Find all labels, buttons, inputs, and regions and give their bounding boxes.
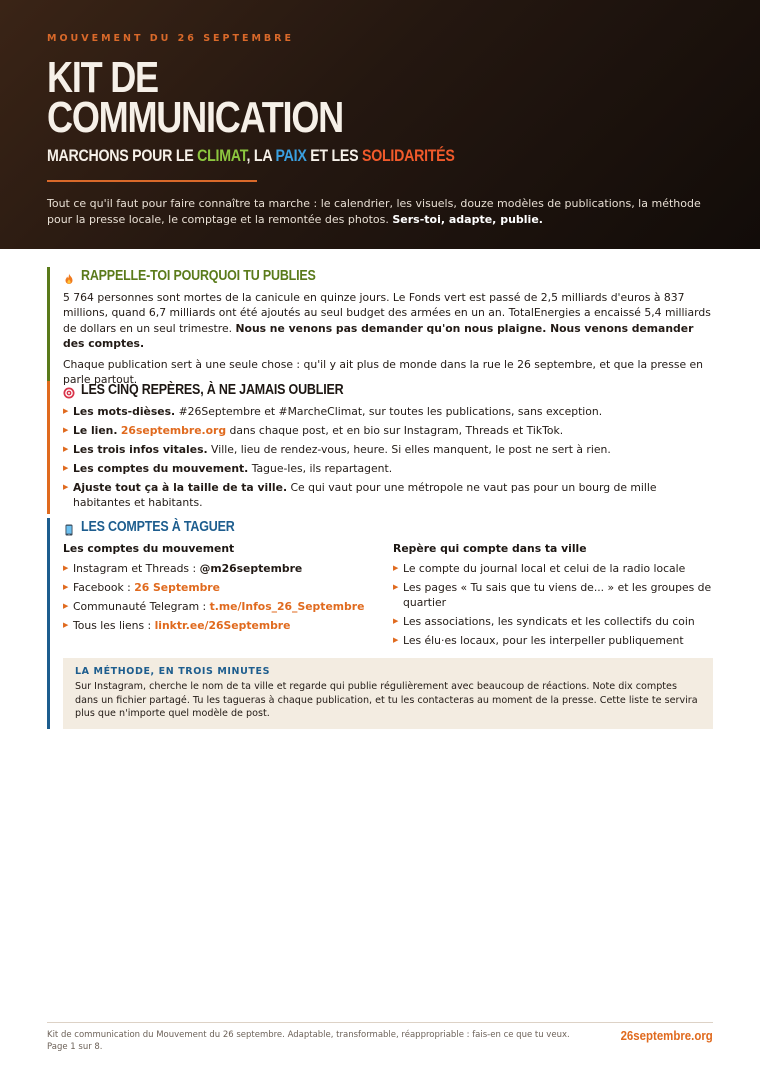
- item-text: dans chaque post, et en bio sur Instagram, Threads et TikTok.: [226, 423, 564, 437]
- tagline-part: ET LES: [306, 147, 363, 165]
- tagline-solidarites: SOLIDARITÉS: [362, 147, 455, 165]
- section-header: [63, 381, 713, 399]
- tagline-paix: PAIX: [275, 147, 307, 165]
- list-item: ▶ Les pages « Tu sais que tu viens de... » et les groupes de quartier: [393, 580, 713, 611]
- facebook-link[interactable]: 26 Septembre: [134, 580, 220, 594]
- method-callout: [63, 658, 713, 729]
- hero-description: [47, 196, 715, 228]
- item-label: Communauté Telegram :: [73, 599, 210, 613]
- list-item: [63, 580, 393, 595]
- section-why: [47, 267, 713, 392]
- section-header: [63, 267, 713, 285]
- list-item: ▶ Les associations, les syndicats et les collectifs du coin: [393, 614, 713, 629]
- site-link[interactable]: 26septembre.org: [120, 423, 227, 437]
- telegram-link[interactable]: t.me/Infos_26_Septembre: [209, 599, 365, 613]
- item-label: Tous les liens :: [73, 618, 155, 632]
- item-label: Instagram et Threads :: [73, 562, 200, 575]
- section-bar: [47, 518, 50, 729]
- section-title: LES CINQ REPÈRES, À NE JAMAIS OUBLIER: [81, 382, 344, 398]
- tagline-part: MARCHONS POUR LE: [47, 147, 198, 165]
- eyebrow: MOUVEMENT DU 26 SEPTEMBRE: [47, 33, 294, 44]
- section-bar: [47, 267, 50, 392]
- section-title: LES COMPTES À TAGUER: [81, 519, 235, 535]
- item-strong: Le lien.: [73, 423, 118, 437]
- item-text: Ville, lieu de rendez-vous, heure. Si elles manquent, le post ne sert à rien.: [207, 442, 611, 456]
- column-heading: Repère qui compte dans ta ville: [393, 542, 587, 555]
- column-heading: Les comptes du mouvement: [63, 542, 235, 555]
- local-accounts-column: [393, 541, 713, 652]
- tagline: [47, 147, 620, 166]
- section-title: RAPPELLE-TOI POURQUOI TU PUBLIES: [81, 268, 316, 284]
- item-strong: Les comptes du mouvement.: [73, 461, 249, 475]
- list-item: [63, 618, 393, 633]
- callout-text: Sur Instagram, cherche le nom de ta ville et regarde qui publie régulièrement avec beaucoup de réactions. Note dix comptes dans un fichier partagé. Tu les tagueras à chaque publication, et tu les contacteras au moment de la presse. Cette liste te servira plus que n'importe quel modèle de post.: [75, 681, 698, 720]
- hero-divider: [47, 180, 257, 182]
- section-reperes: [47, 381, 713, 514]
- item-label: Facebook :: [73, 580, 135, 594]
- list-item: [63, 423, 713, 438]
- target-icon: [63, 384, 75, 396]
- movement-accounts-column: [63, 541, 393, 652]
- movement-accounts-list: [63, 561, 393, 633]
- list-item: [63, 461, 713, 476]
- item-text: #26Septembre et #MarcheClimat, sur toutes les publications, sans exception.: [175, 405, 603, 418]
- paragraph-text: 5 764 personnes sont mortes de la canicule en quinze jours. Le Fonds vert est passé de 2,5 milliards d'euros à 837 millions, quand 6,7 milliards ont été ajoutés au seul budget des armées en un an. TotalEnergies a encaissé 5,4 milliards de dollars en un seul trimestre.: [63, 291, 711, 335]
- instagram-handle[interactable]: @m26septembre: [199, 562, 303, 575]
- accounts-columns: [63, 541, 713, 652]
- footer-site-link[interactable]: 26septembre.org: [620, 1028, 713, 1043]
- paragraph: [63, 290, 713, 352]
- paragraph: Chaque publication sert à une seule chose : qu'il y ait plus de monde dans la rue le 26 septembre, et que la presse en parle partout.: [63, 357, 704, 387]
- item-strong: Les trois infos vitales.: [73, 442, 208, 456]
- reperes-list: [63, 404, 713, 510]
- page-title: KIT DE COMMUNICATION: [47, 53, 343, 142]
- list-item: [63, 561, 393, 576]
- list-item: [63, 404, 713, 419]
- phone-icon: [63, 521, 75, 533]
- callout-title: LA MÉTHODE, EN TROIS MINUTES: [75, 666, 271, 678]
- item-text: Ce qui vaut pour une métropole ne vaut pas pour un bourg de mille habitantes et habitants.: [73, 480, 657, 510]
- page-footer: [47, 1022, 713, 1053]
- item-strong: Ajuste tout ça à la taille de ta ville.: [73, 480, 288, 494]
- description-strong: Sers-toi, adapte, publie.: [392, 213, 543, 226]
- description-text: Tout ce qu'il faut pour faire connaître ta marche : le calendrier, les visuels, douze modèles de publications, la méthode pour la presse locale, le comptage et la remontée des photos.: [47, 197, 701, 226]
- list-item: [63, 599, 393, 614]
- footer-note: Kit de communication du Mouvement du 26 septembre. Adaptable, transformable, réappropriable : fais-en ce que tu veux.: [47, 1030, 570, 1040]
- tagline-part: , LA: [246, 147, 276, 165]
- linktree-link[interactable]: linktr.ee/26Septembre: [154, 618, 291, 632]
- page-number: Page 1 sur 8.: [47, 1042, 103, 1052]
- list-item: ▶ Les élu·es locaux, pour les interpeller publiquement: [393, 633, 713, 648]
- hero-banner: [0, 0, 760, 249]
- paragraph-strong: Nous ne venons pas demander qu'on nous plaigne. Nous venons demander des comptes.: [63, 321, 694, 351]
- list-item: [63, 480, 713, 511]
- section-bar: [47, 381, 50, 514]
- item-text: Tague-les, ils repartagent.: [248, 461, 393, 475]
- list-item: ▶ Le compte du journal local et celui de la radio locale: [393, 561, 713, 576]
- fire-icon: [63, 270, 75, 282]
- local-accounts-list: [393, 561, 713, 649]
- section-header: [63, 518, 713, 536]
- tagline-climat: CLIMAT: [197, 147, 247, 165]
- section-accounts: [47, 518, 713, 729]
- list-item: [63, 442, 713, 457]
- item-strong: Les mots-dièses.: [73, 405, 176, 418]
